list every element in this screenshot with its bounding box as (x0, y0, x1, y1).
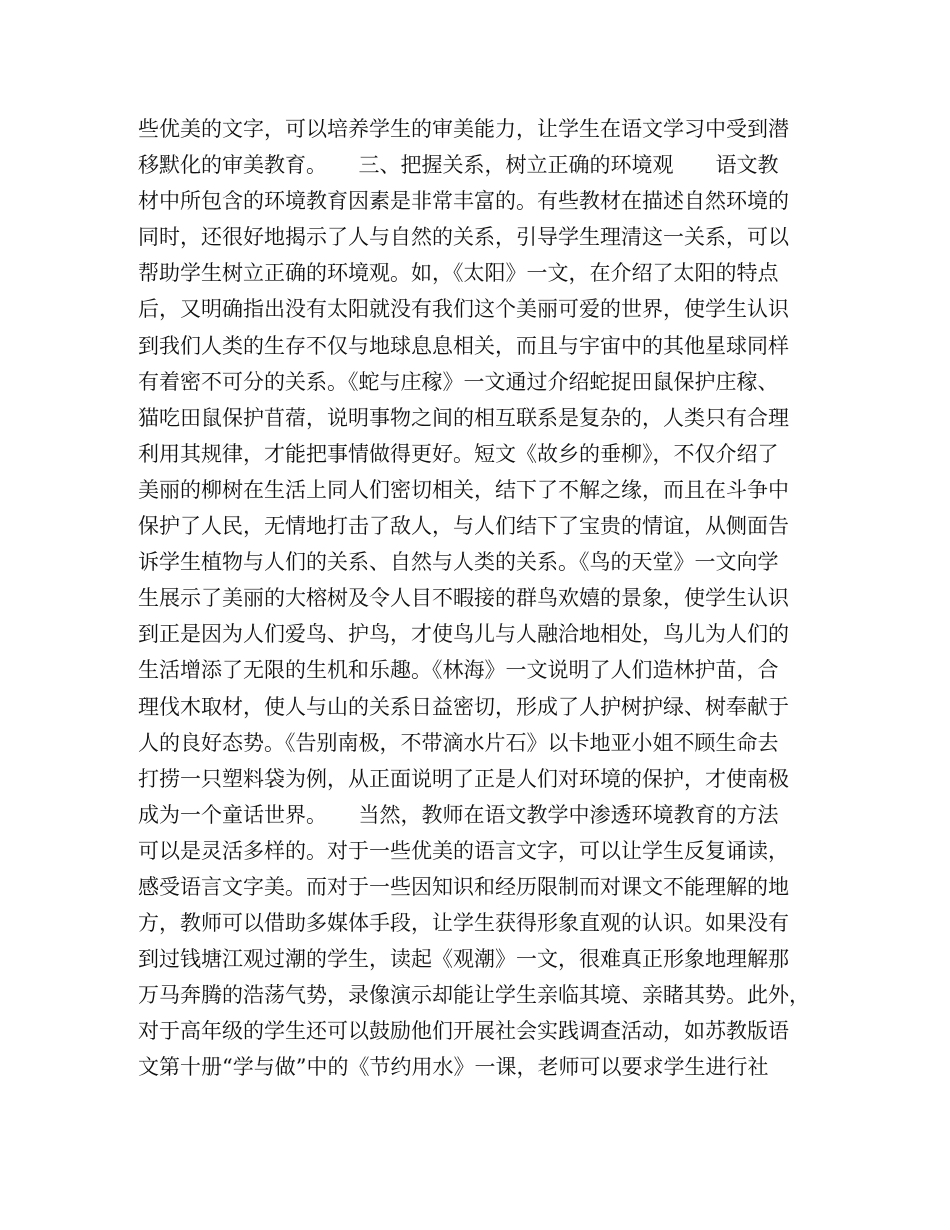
text-line: 帮助学生树立正确的环境观。如，《太阳》一文，在介绍了太阳的特点 (138, 261, 779, 286)
text-line: 同时，还很好地揭示了人与自然的关系，引导学生理清这一关系，可以 (138, 225, 789, 250)
text-line: 后，又明确指出没有太阳就没有我们这个美丽可爱的世界，使学生认识 (138, 297, 789, 322)
text-line: 诉学生植物与人们的关系、自然与人类的关系。《鸟的天堂》一文向学 (138, 550, 779, 575)
text-line: 猫吃田鼠保护苜蓿，说明事物之间的相互联系是复杂的，人类只有合理 (138, 405, 789, 430)
text-line: 保护了人民，无情地打击了敌人，与人们结下了宝贵的情谊，从侧面告 (138, 514, 789, 539)
text-line: 打捞一只塑料袋为例，从正面说明了正是人们对环境的保护，才使南极 (138, 766, 789, 791)
text-line: 到正是因为人们爱鸟、护鸟，才使鸟儿与人融洽地相处，鸟儿为人们的 (138, 622, 789, 647)
text-line: 美丽的柳树在生活上同人们密切相关，结下了不解之缘，而且在斗争中 (138, 477, 789, 502)
text-line: 材中所包含的环境教育因素是非常丰富的。有些教材在描述自然环境的 (138, 189, 789, 214)
body-text (138, 111, 818, 1086)
text-line: 到我们人类的生存不仅与地球息息相关，而且与宇宙中的其他星球同样 (138, 333, 789, 358)
text-line: 人的良好态势。《告别南极，不带滴水片石》以卡地亚小姐不顾生命去 (138, 730, 779, 755)
text-line: 方，教师可以借助多媒体手段，让学生获得形象直观的认识。如果没有 (138, 911, 789, 936)
text-line: 文第十册“学与做”中的《节约用水》一课，老师可以要求学生进行社 (138, 1055, 769, 1080)
text-line: 可以是灵活多样的。对于一些优美的语言文字，可以让学生反复诵读， (138, 838, 789, 863)
text-line: 感受语言文字美。而对于一些因知识和经历限制而对课文不能理解的地 (138, 874, 789, 899)
text-line: 利用其规律，才能把事情做得更好。短文《故乡的垂柳》，不仅介绍了 (138, 441, 779, 466)
text-line: 理伐木取材，使人与山的关系日益密切，形成了人护树护绿、树奉献于 (138, 694, 789, 719)
text-line: 些优美的文字，可以培养学生的审美能力，让学生在语文学习中受到潜 (138, 117, 789, 141)
text-line: 生展示了美丽的大榕树及令人目不暇接的群鸟欢嬉的景象，使学生认识 (138, 586, 789, 611)
text-line: 移默化的审美教育。 三、把握关系，树立正确的环境观 语文教 (138, 153, 779, 178)
text-line: 成为一个童话世界。 当然，教师在语文教学中渗透环境教育的方法 (138, 802, 779, 827)
text-line: 生活增添了无限的生机和乐趣。《林海》一文说明了人们造林护苗，合 (138, 658, 779, 683)
text-line: 万马奔腾的浩荡气势，录像演示却能让学生亲临其境、亲睹其势。此外， (138, 983, 810, 1008)
text-line: 对于高年级的学生还可以鼓励他们开展社会实践调查活动，如苏教版语 (138, 1019, 789, 1044)
text-line: 有着密不可分的关系。《蛇与庄稼》一文通过介绍蛇捉田鼠保护庄稼、 (138, 369, 779, 394)
text-line: 到过钱塘江观过潮的学生，读起《观潮》一文，很难真正形象地理解那 (138, 947, 789, 972)
